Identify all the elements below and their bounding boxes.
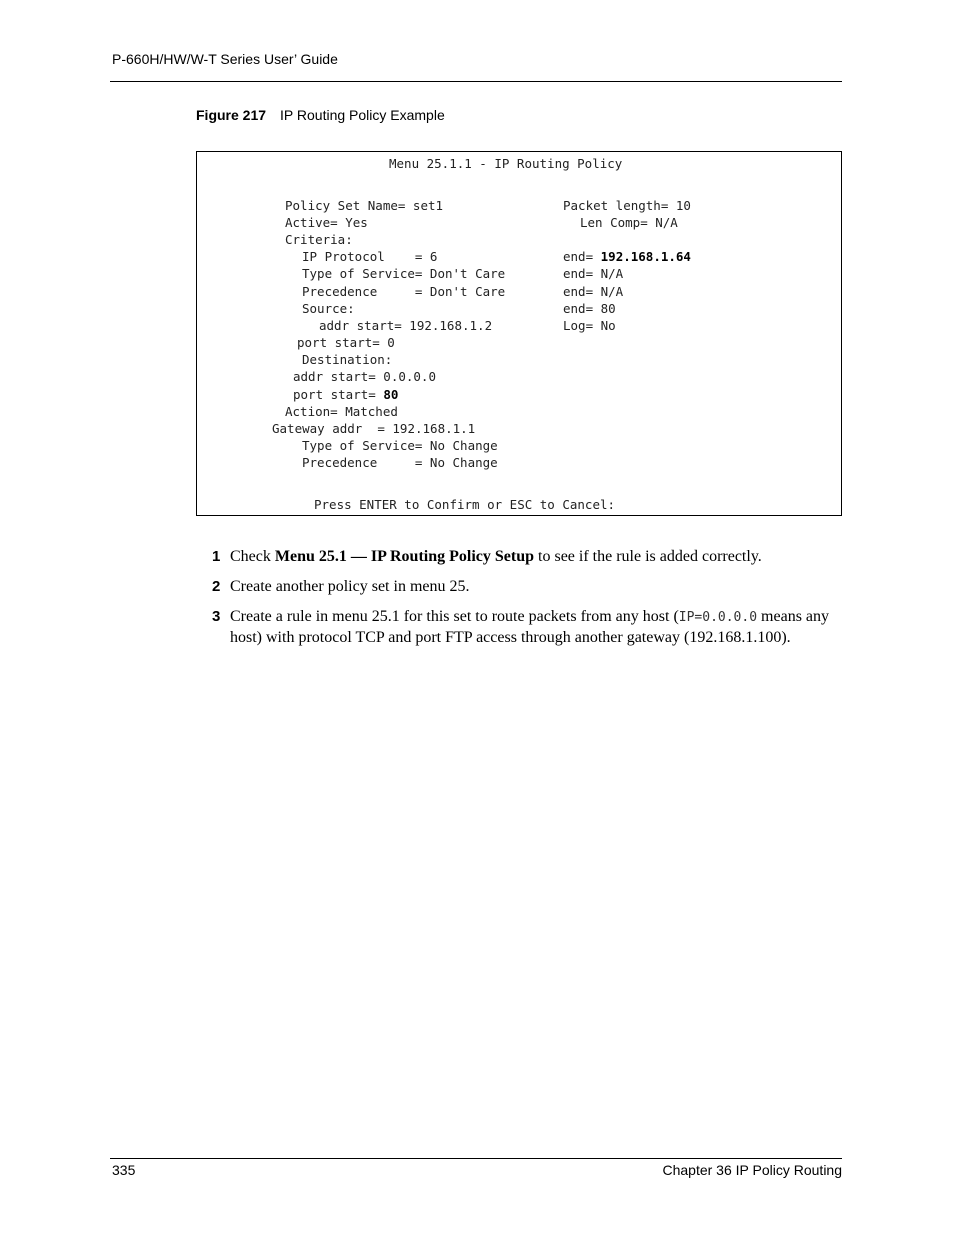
step-number: 3 (212, 608, 221, 625)
precedence-action: Precedence = No Change (302, 455, 498, 470)
inline-code: IP=0.0.0.0 (678, 610, 758, 625)
source-addr-start: addr start= 192.168.1.2 (319, 318, 493, 333)
ip-protocol-end: 192.168.1.64 (600, 249, 691, 264)
step-text: to see if the rule is added correctly. (534, 548, 762, 565)
action-field: Action= Matched (285, 404, 398, 419)
packet-length: Packet length= 10 (563, 198, 691, 213)
len-comp: Len Comp= N/A (580, 215, 678, 230)
running-header: P-660H/HW/W-T Series User’ Guide (112, 51, 338, 67)
step-3 (212, 607, 832, 648)
precedence-end: end= N/A (563, 284, 624, 299)
step-text: Create another policy set in menu 25. (230, 578, 470, 595)
destination-port-start-line (293, 388, 398, 402)
chapter-title: Chapter 36 IP Policy Routing (662, 1162, 842, 1178)
terminal-screen (196, 151, 842, 516)
screen-title: Menu 25.1.1 - IP Routing Policy (389, 156, 623, 171)
step-number: 1 (212, 548, 221, 565)
step-number: 2 (212, 578, 221, 595)
destination-addr-start: addr start= 0.0.0.0 (293, 369, 436, 384)
figure-label: Figure 217 (196, 107, 267, 123)
menu-reference: Menu 25.1 — IP Routing Policy Setup (274, 548, 535, 565)
criteria-label: Criteria: (285, 232, 353, 247)
step-text: Check (230, 548, 275, 565)
ip-protocol: IP Protocol = 6 (302, 249, 438, 264)
tos-action: Type of Service= No Change (302, 438, 498, 453)
active-field: Active= Yes (285, 215, 368, 230)
page-number: 335 (112, 1162, 136, 1178)
figure-caption (196, 107, 445, 123)
gateway-addr: Gateway addr = 192.168.1.1 (272, 421, 476, 436)
step-1 (212, 547, 832, 567)
source-label: Source: (302, 301, 355, 316)
source-end: end= 80 (563, 301, 616, 316)
destination-port-start: 80 (383, 387, 399, 402)
source-port-start: port start= 0 (297, 335, 395, 350)
confirm-prompt: Press ENTER to Confirm or ESC to Cancel: (314, 497, 616, 512)
step-2 (212, 577, 832, 597)
precedence: Precedence = Don't Care (302, 284, 506, 299)
end-prefix: end= (563, 249, 601, 264)
header-rule (110, 81, 842, 82)
destination-label: Destination: (302, 352, 393, 367)
tos-end: end= N/A (563, 266, 624, 281)
footer-rule (110, 1158, 842, 1159)
step-text: means any host) with protocol TCP and port FTP access through another gateway (192.168.1.100). (230, 608, 830, 646)
figure-title: IP Routing Policy Example (280, 107, 445, 123)
policy-set-name: Policy Set Name= set1 (285, 198, 444, 213)
log-field: Log= No (563, 318, 616, 333)
step-list (212, 547, 832, 658)
type-of-service: Type of Service= Don't Care (302, 266, 506, 281)
ip-protocol-end-line (563, 250, 691, 264)
port-start-label: port start= (293, 387, 384, 402)
step-text: Create a rule in menu 25.1 for this set to route packets from any host ( (230, 608, 679, 625)
